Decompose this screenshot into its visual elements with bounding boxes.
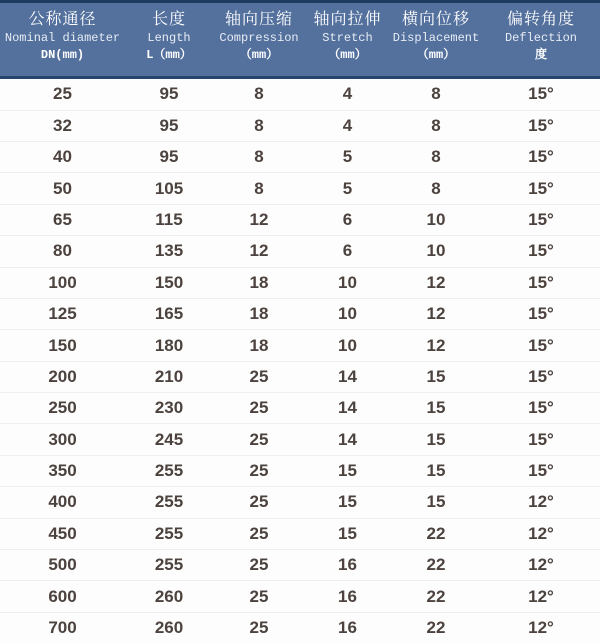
cell: 15 bbox=[305, 518, 390, 549]
cell: 8 bbox=[213, 142, 305, 173]
cell: 8 bbox=[213, 78, 305, 111]
cell: 8 bbox=[390, 78, 482, 111]
cell: 15° bbox=[482, 298, 600, 329]
cell: 135 bbox=[125, 236, 213, 267]
cell: 150 bbox=[125, 267, 213, 298]
cell: 25 bbox=[213, 581, 305, 612]
cell: 15° bbox=[482, 424, 600, 455]
cell: 255 bbox=[125, 549, 213, 580]
cell: 25 bbox=[213, 361, 305, 392]
column-header-0 bbox=[0, 2, 125, 78]
cell: 15° bbox=[482, 110, 600, 141]
column-title-zh: 横向位移 bbox=[401, 9, 470, 28]
cell: 400 bbox=[0, 487, 125, 518]
cell: 14 bbox=[305, 361, 390, 392]
cell: 8 bbox=[213, 173, 305, 204]
table-row bbox=[0, 393, 600, 424]
table-row bbox=[0, 78, 600, 111]
cell: 25 bbox=[0, 78, 125, 111]
cell: 15 bbox=[390, 361, 482, 392]
cell: 25 bbox=[213, 455, 305, 486]
cell: 22 bbox=[390, 581, 482, 612]
cell: 260 bbox=[125, 612, 213, 643]
column-title-en: Displacement bbox=[392, 31, 480, 45]
cell: 22 bbox=[390, 612, 482, 643]
cell: 5 bbox=[305, 142, 390, 173]
cell: 40 bbox=[0, 142, 125, 173]
table-row bbox=[0, 204, 600, 235]
table-row bbox=[0, 612, 600, 643]
cell: 22 bbox=[390, 549, 482, 580]
cell: 250 bbox=[0, 393, 125, 424]
cell: 255 bbox=[125, 455, 213, 486]
cell: 12° bbox=[482, 581, 600, 612]
cell: 600 bbox=[0, 581, 125, 612]
cell: 14 bbox=[305, 393, 390, 424]
cell: 260 bbox=[125, 581, 213, 612]
cell: 15° bbox=[482, 267, 600, 298]
cell: 255 bbox=[125, 518, 213, 549]
column-header-2 bbox=[213, 2, 305, 78]
cell: 15 bbox=[390, 487, 482, 518]
cell: 32 bbox=[0, 110, 125, 141]
table-header bbox=[0, 2, 600, 78]
cell: 15 bbox=[305, 487, 390, 518]
cell: 12° bbox=[482, 487, 600, 518]
column-unit: DN(mm) bbox=[40, 48, 85, 62]
cell: 15° bbox=[482, 236, 600, 267]
cell: 12 bbox=[213, 236, 305, 267]
cell: 105 bbox=[125, 173, 213, 204]
cell: 4 bbox=[305, 110, 390, 141]
column-title-en: Deflection bbox=[504, 31, 577, 45]
table-row bbox=[0, 549, 600, 580]
cell: 95 bbox=[125, 78, 213, 111]
cell: 8 bbox=[213, 110, 305, 141]
table-row bbox=[0, 581, 600, 612]
cell: 25 bbox=[213, 612, 305, 643]
table-row bbox=[0, 110, 600, 141]
column-title-zh: 长度 bbox=[151, 9, 186, 28]
column-title-zh: 轴向压缩 bbox=[224, 9, 293, 28]
cell: 210 bbox=[125, 361, 213, 392]
cell: 95 bbox=[125, 110, 213, 141]
cell: 65 bbox=[0, 204, 125, 235]
cell: 25 bbox=[213, 518, 305, 549]
column-header-5 bbox=[482, 2, 600, 78]
cell: 150 bbox=[0, 330, 125, 361]
cell: 50 bbox=[0, 173, 125, 204]
column-title-en: Nominal diameter bbox=[4, 31, 121, 45]
column-unit: （mm） bbox=[328, 48, 367, 62]
cell: 12 bbox=[213, 204, 305, 235]
cell: 15° bbox=[482, 78, 600, 111]
cell: 10 bbox=[305, 330, 390, 361]
cell: 16 bbox=[305, 581, 390, 612]
cell: 18 bbox=[213, 330, 305, 361]
table-row bbox=[0, 267, 600, 298]
cell: 12 bbox=[390, 330, 482, 361]
cell: 165 bbox=[125, 298, 213, 329]
cell: 15° bbox=[482, 361, 600, 392]
cell: 14 bbox=[305, 424, 390, 455]
cell: 25 bbox=[213, 549, 305, 580]
cell: 245 bbox=[125, 424, 213, 455]
table-row bbox=[0, 455, 600, 486]
column-header-3 bbox=[305, 2, 390, 78]
cell: 15° bbox=[482, 330, 600, 361]
cell: 10 bbox=[390, 236, 482, 267]
cell: 700 bbox=[0, 612, 125, 643]
cell: 15° bbox=[482, 142, 600, 173]
cell: 95 bbox=[125, 142, 213, 173]
cell: 8 bbox=[390, 142, 482, 173]
table-row bbox=[0, 330, 600, 361]
table-row bbox=[0, 518, 600, 549]
cell: 15 bbox=[305, 455, 390, 486]
column-unit: （mm） bbox=[416, 48, 456, 62]
column-unit: 度 bbox=[534, 48, 547, 62]
cell: 16 bbox=[305, 612, 390, 643]
cell: 25 bbox=[213, 487, 305, 518]
cell: 8 bbox=[390, 110, 482, 141]
table-row bbox=[0, 361, 600, 392]
cell: 12° bbox=[482, 612, 600, 643]
cell: 4 bbox=[305, 78, 390, 111]
cell: 6 bbox=[305, 204, 390, 235]
column-title-zh: 偏转角度 bbox=[506, 9, 575, 28]
column-title-zh: 公称通径 bbox=[28, 9, 97, 28]
table-body bbox=[0, 78, 600, 643]
cell: 12° bbox=[482, 549, 600, 580]
cell: 200 bbox=[0, 361, 125, 392]
cell: 5 bbox=[305, 173, 390, 204]
cell: 180 bbox=[125, 330, 213, 361]
cell: 100 bbox=[0, 267, 125, 298]
cell: 18 bbox=[213, 267, 305, 298]
cell: 15 bbox=[390, 424, 482, 455]
cell: 450 bbox=[0, 518, 125, 549]
cell: 125 bbox=[0, 298, 125, 329]
cell: 500 bbox=[0, 549, 125, 580]
column-unit: L（mm） bbox=[146, 48, 192, 62]
cell: 15 bbox=[390, 393, 482, 424]
table-row bbox=[0, 142, 600, 173]
cell: 15° bbox=[482, 204, 600, 235]
cell: 15 bbox=[390, 455, 482, 486]
cell: 10 bbox=[305, 298, 390, 329]
column-title-zh: 轴向拉伸 bbox=[313, 9, 382, 28]
cell: 12 bbox=[390, 267, 482, 298]
cell: 10 bbox=[390, 204, 482, 235]
column-title-en: Compression bbox=[219, 31, 299, 45]
cell: 350 bbox=[0, 455, 125, 486]
header-row bbox=[0, 2, 600, 78]
cell: 22 bbox=[390, 518, 482, 549]
cell: 255 bbox=[125, 487, 213, 518]
cell: 15° bbox=[482, 173, 600, 204]
cell: 18 bbox=[213, 298, 305, 329]
table-row bbox=[0, 298, 600, 329]
cell: 12 bbox=[390, 298, 482, 329]
cell: 15° bbox=[482, 393, 600, 424]
column-header-4 bbox=[390, 2, 482, 78]
cell: 300 bbox=[0, 424, 125, 455]
cell: 25 bbox=[213, 393, 305, 424]
cell: 230 bbox=[125, 393, 213, 424]
column-title-en: Stretch bbox=[322, 31, 373, 45]
column-title-en: Length bbox=[147, 31, 191, 45]
table-row bbox=[0, 173, 600, 204]
cell: 16 bbox=[305, 549, 390, 580]
table-row bbox=[0, 236, 600, 267]
cell: 6 bbox=[305, 236, 390, 267]
cell: 12° bbox=[482, 518, 600, 549]
cell: 115 bbox=[125, 204, 213, 235]
table-row bbox=[0, 424, 600, 455]
column-header-1 bbox=[125, 2, 213, 78]
cell: 8 bbox=[390, 173, 482, 204]
cell: 15° bbox=[482, 455, 600, 486]
cell: 25 bbox=[213, 424, 305, 455]
cell: 80 bbox=[0, 236, 125, 267]
cell: 10 bbox=[305, 267, 390, 298]
table-row bbox=[0, 487, 600, 518]
column-unit: （mm） bbox=[239, 48, 279, 62]
